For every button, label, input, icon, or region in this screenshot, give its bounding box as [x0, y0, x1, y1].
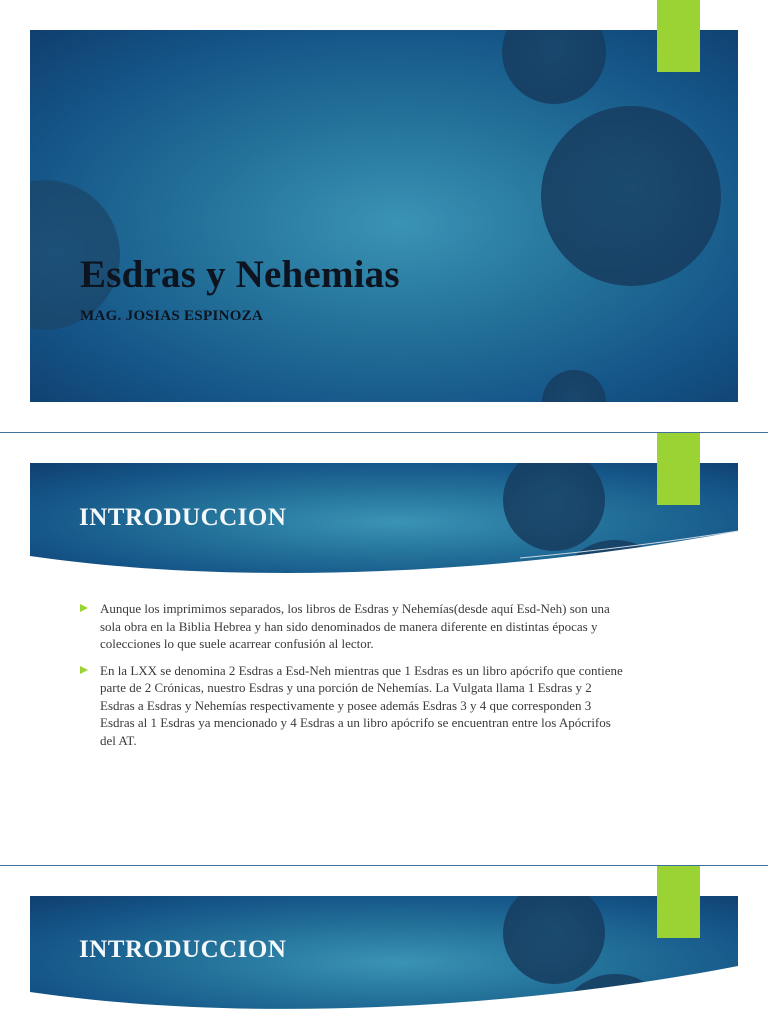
slide-heading: INTRODUCCION	[79, 504, 287, 531]
decorative-circle	[541, 106, 721, 286]
title-background-panel	[30, 30, 738, 402]
bullet-arrow-icon	[80, 604, 88, 612]
green-accent-tab	[657, 866, 700, 938]
slide-introduccion-2[interactable]	[0, 866, 768, 1024]
decorative-circle	[502, 30, 606, 104]
list-item	[78, 662, 626, 750]
presentation-title: Esdras y Nehemias	[80, 253, 400, 296]
slide-title[interactable]	[0, 0, 768, 432]
green-accent-tab	[657, 0, 700, 72]
green-accent-tab	[657, 433, 700, 505]
header-curve-shape	[0, 528, 768, 588]
decorative-circle	[542, 370, 606, 402]
header-curve-shape	[0, 962, 768, 1024]
slide-heading: INTRODUCCION	[79, 936, 287, 963]
bullet-text: Aunque los imprimimos separados, los libros de Esdras y Nehemías(desde aquí Esd-Neh) son una sola obra en la Biblia Hebrea y han sido denominados de manera diferente en distintas épocas y colecciones lo que suele acarrear confusión al lector.	[100, 601, 610, 651]
list-item	[78, 600, 626, 653]
presentation-subtitle: MAG. JOSIAS ESPINOZA	[80, 308, 264, 324]
bullet-list	[78, 600, 626, 758]
bullet-arrow-icon	[80, 666, 88, 674]
bullet-text: En la LXX se denomina 2 Esdras a Esd-Neh mientras que 1 Esdras es un libro apócrifo que contiene parte de 2 Crónicas, nuestro Esdras y una porción de Nehemías. La Vulgata llama 1 Esdras y 2 Esdras a Esdras y Nehemías respectivamente y posee además Esdras 3 y 4 que corresponden 3 Esdras al 1 Esdras ya mencionado y 4 Esdras a un libro apócrifo se encuentran entre los Apócrifos del AT.	[100, 662, 623, 748]
